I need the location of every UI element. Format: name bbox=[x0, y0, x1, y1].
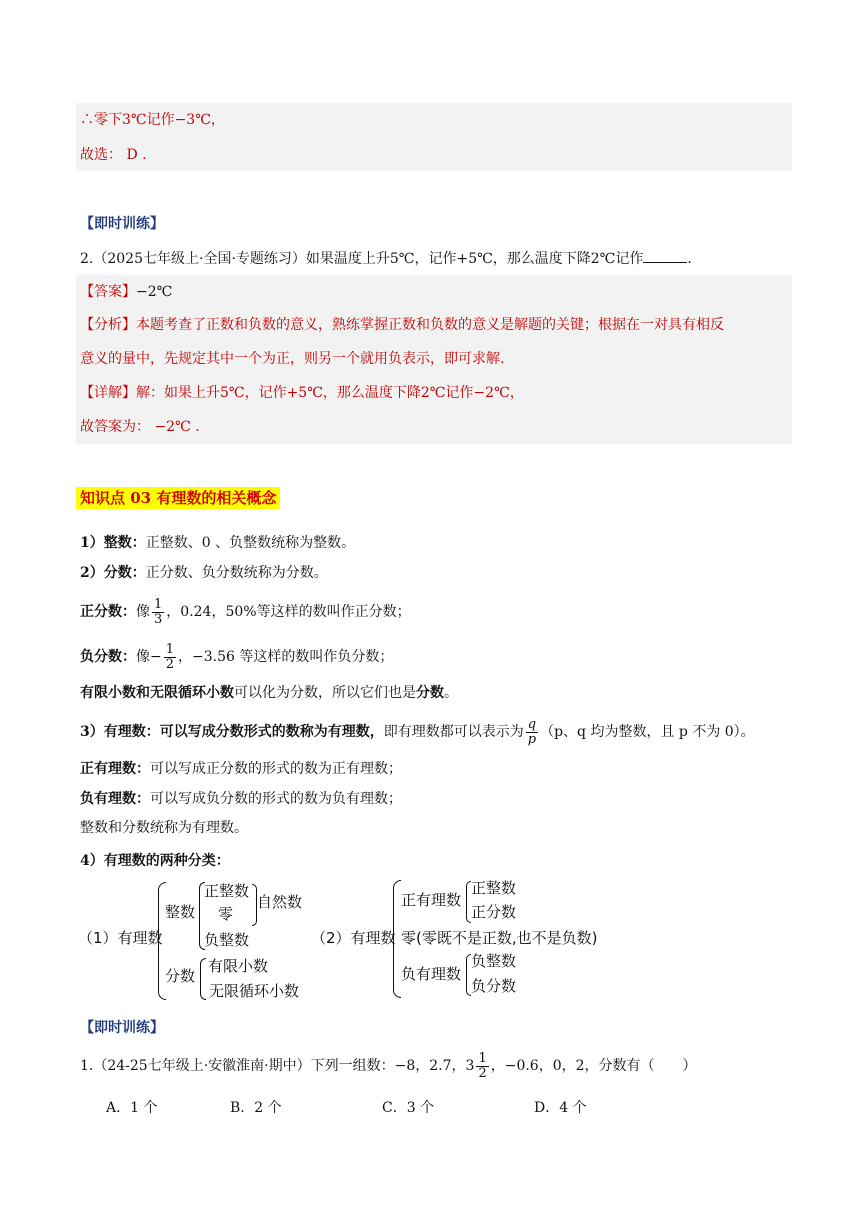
concept-positive-rational bbox=[80, 759, 402, 779]
concept-summary: 整数和分数统称为有理数。 bbox=[80, 820, 248, 836]
fraction-numerator: q bbox=[527, 716, 537, 732]
fraction-numerator: 1 bbox=[154, 596, 163, 612]
question-2 bbox=[80, 248, 692, 269]
practice-heading: 【即时训练】 bbox=[80, 216, 164, 232]
analysis-line-2: 意义的量中，先规定其中一个为正，则另一个就用负表示，即可求解. bbox=[80, 351, 505, 367]
concept-rational bbox=[80, 714, 755, 750]
fraction-denominator: p bbox=[527, 731, 537, 747]
fraction-one-half bbox=[164, 643, 176, 672]
class1-infinite: 无限循环小数 bbox=[209, 982, 300, 1000]
finite-decimals-bold: 有限小数和无限循环小数 bbox=[80, 685, 234, 701]
negative-rational-label: 负有理数： bbox=[80, 791, 150, 807]
class2-prefix: （2）有理数 bbox=[311, 929, 396, 947]
concept-positive-fraction bbox=[80, 595, 411, 629]
rational-text: 即有理数都可以表示为 bbox=[383, 724, 524, 740]
class1-integer: 整数 bbox=[165, 903, 196, 921]
answer-blank bbox=[643, 248, 687, 263]
concept-integer bbox=[80, 533, 355, 553]
question-number: 2. bbox=[80, 251, 94, 267]
detail-line bbox=[80, 383, 524, 403]
positive-rational-label: 正有理数： bbox=[80, 761, 150, 777]
rational-bold: 可以写成分数形式的数称为有理数， bbox=[159, 724, 384, 740]
question-end: . bbox=[687, 251, 692, 267]
answer-tag: 【答案】 bbox=[80, 284, 136, 300]
class2-negative-fraction: 负分数 bbox=[471, 977, 517, 995]
class1-prefix: （1）有理数 bbox=[78, 929, 163, 947]
class1-fraction-brace bbox=[200, 958, 206, 1000]
question-source: （2025七年级上·全国·专题练习） bbox=[93, 251, 306, 267]
negative-rational-text: 可以写成负分数的形式的数为负有理数； bbox=[150, 791, 402, 807]
class2-positive-rational: 正有理数 bbox=[401, 891, 462, 909]
practice-heading: 【即时训练】 bbox=[80, 1020, 164, 1036]
finite-decimals-dot: 。 bbox=[444, 685, 458, 701]
option-a[interactable]: A．1 个 bbox=[106, 1100, 158, 1116]
concept-fraction-text: 正分数、负分数统称为分数。 bbox=[145, 565, 328, 581]
finite-decimals-text: 可以化为分数，所以它们也是 bbox=[234, 685, 416, 701]
concept-finite-decimals bbox=[80, 683, 458, 703]
positive-rational-text: 可以写成正分数的形式的数为正有理数； bbox=[150, 761, 402, 777]
mixed-fraction bbox=[476, 1052, 488, 1081]
section-title-text: 知识点 03 有理数的相关概念 bbox=[76, 487, 280, 509]
question-text: 下列一组数：−8，2.7，3 bbox=[310, 1058, 475, 1074]
detail-tag: 【详解】 bbox=[80, 385, 136, 401]
concept-integer-label: 1）整数： bbox=[80, 535, 146, 551]
detail-text: 解：如果上升5℃，记作+5℃，那么温度下降2℃记作−2℃， bbox=[136, 385, 524, 401]
class2-positive-fraction: 正分数 bbox=[471, 903, 517, 921]
option-c[interactable]: C．3 个 bbox=[382, 1100, 435, 1116]
question-number: 1. bbox=[80, 1058, 94, 1074]
negative-fraction-pre: 像− bbox=[136, 649, 162, 665]
class2-negative-rational: 负有理数 bbox=[401, 965, 462, 983]
concept-negative-fraction bbox=[80, 640, 393, 674]
fraction-denominator: 3 bbox=[154, 611, 163, 627]
class1-negative-integer: 负整数 bbox=[204, 931, 250, 949]
concept-negative-rational bbox=[80, 789, 402, 809]
solution-line-1: ∴零下3℃记作−3℃， bbox=[80, 112, 225, 128]
finite-decimals-end: 分数 bbox=[416, 685, 444, 701]
question-source: （24-25七年级上·安徽淮南·期中） bbox=[93, 1058, 311, 1074]
option-d[interactable]: D．4 个 bbox=[534, 1100, 587, 1116]
class2-zero: 零(零既不是正数,也不是负数) bbox=[401, 929, 598, 947]
class1-zero: 零 bbox=[218, 905, 234, 923]
class2-negative-integer: 负整数 bbox=[471, 952, 517, 970]
class1-fraction: 分数 bbox=[165, 967, 196, 985]
fraction-denominator: 2 bbox=[165, 656, 175, 672]
option-b[interactable]: B．2 个 bbox=[230, 1100, 282, 1116]
fraction-one-third bbox=[152, 598, 164, 627]
positive-fraction-label: 正分数： bbox=[80, 604, 136, 620]
question-1 bbox=[80, 1048, 697, 1084]
rational-label: 3）有理数： bbox=[80, 724, 160, 740]
class2-positive-integer: 正整数 bbox=[471, 879, 517, 897]
analysis-line-1 bbox=[80, 315, 724, 335]
fraction-denominator: 2 bbox=[478, 1065, 487, 1081]
rational-tail: （p、q 均为整数，且 p 不为 0）。 bbox=[540, 724, 755, 740]
fraction-numerator: 1 bbox=[478, 1050, 487, 1066]
concept-fraction-label: 2）分数： bbox=[80, 565, 146, 581]
concept-fraction bbox=[80, 563, 328, 583]
positive-fraction-pre: 像 bbox=[136, 604, 150, 620]
section-title bbox=[76, 488, 280, 508]
fraction-q-over-p bbox=[526, 718, 538, 747]
final-answer-line: 故答案为： −2℃ . bbox=[80, 419, 200, 435]
negative-fraction-post: ，−3.56 等这样的数叫作负分数； bbox=[178, 649, 394, 665]
question-text: 如果温度上升5℃，记作+5℃，那么温度下降2℃记作 bbox=[305, 251, 644, 267]
analysis-tag: 【分析】 bbox=[80, 317, 136, 333]
negative-fraction-label: 负分数： bbox=[80, 649, 136, 665]
concept-integer-text: 正整数、0 、负整数统称为整数。 bbox=[145, 535, 356, 551]
answer-value: −2℃ bbox=[136, 284, 173, 300]
answer-line bbox=[80, 282, 172, 302]
class1-natural: 自然数 bbox=[257, 893, 303, 911]
fraction-numerator: 1 bbox=[165, 641, 175, 657]
classification-heading: 4）有理数的两种分类： bbox=[80, 853, 230, 869]
solution-line-2: 故选： D . bbox=[80, 147, 147, 163]
analysis-text: 本题考查了正数和负数的意义，熟练掌握正数和负数的意义是解题的关键；根据在一对具有相反 bbox=[136, 317, 724, 333]
class1-positive-integer: 正整数 bbox=[204, 882, 250, 900]
class1-finite: 有限小数 bbox=[208, 957, 269, 975]
class2-main-brace bbox=[393, 880, 401, 998]
positive-fraction-post: ，0.24，50%等这样的数叫作正分数； bbox=[166, 604, 411, 620]
question-text-end: ，−0.6，0，2，分数有（ ） bbox=[490, 1058, 697, 1074]
